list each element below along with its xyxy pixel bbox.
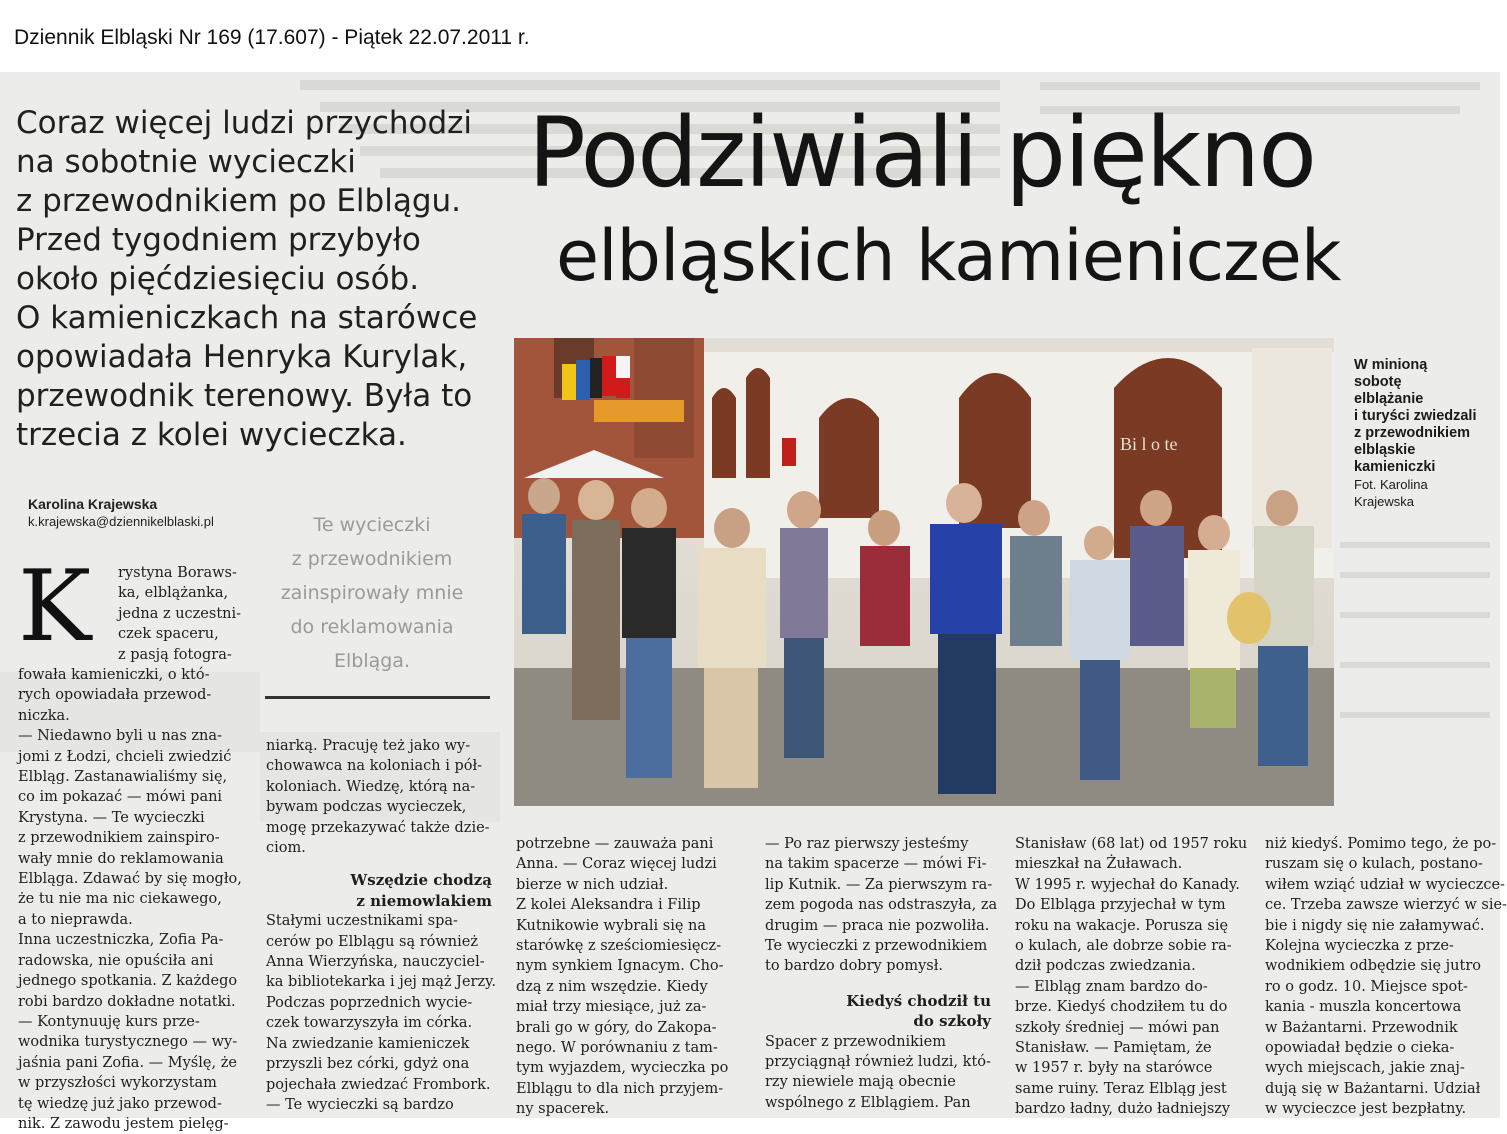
body-line: niczka. [18,707,70,724]
body-line: tę wiedzę już jako przewod- [18,1095,222,1112]
body-line: z przewodnikiem zainspiro- [18,830,220,847]
body-line: ce. Trzeba zawsze wierzyć w sie- [1265,897,1507,914]
body-line: w Bażantarni. Przewodnik [1265,1019,1458,1036]
body-line: ruszam się o kulach, postano- [1265,856,1483,873]
body-line: Kutnikowie wybrali się na [516,917,707,934]
caption-line: elbląskie [1354,442,1416,458]
body-line: pojechała zwiedzać Frombork. [266,1076,491,1093]
body-line: ciom. [266,840,306,857]
body-line: czek towarzyszyła im córka. [266,1015,473,1032]
pull-quote-line: Te wycieczki [313,514,431,536]
body-line: same ruiny. Teraz Elbląg jest [1015,1080,1227,1097]
caption-line: i turyści zwiedzali [1354,408,1477,424]
pull-quote [272,508,472,678]
pull-quote-line: z przewodnikiem [291,548,453,570]
body-line: Na zwiedzanie kamieniczek [266,1035,470,1052]
body-line: przyciągnął również ludzi, któ- [765,1054,991,1071]
body-line: zem pogoda nas odstraszyła, za [765,897,998,914]
body-line: Stanisław (68 lat) od 1957 roku [1015,836,1248,852]
lead-line: Przed tygodniem przybyło [16,222,421,258]
body-line: ka, elblążanka, [118,585,229,602]
body-line: dują się w Bażantarni. Udział [1265,1080,1481,1097]
body-line: tym wyjazdem, wycieczka po [516,1060,729,1077]
newspaper-page [0,72,1507,1132]
lead-line: O kamieniczkach na starówce [16,300,478,336]
body-line: Inna uczestniczka, Zofia Pa- [18,932,224,949]
body-line: — Te wycieczki są bardzo [266,1096,454,1113]
subheading: Wszędzie chodzą [350,871,492,890]
body-line: na takim spacerze — mówi Fi- [765,856,987,873]
drop-cap: K [18,550,92,664]
body-line: ny spacerek. [516,1101,610,1118]
body-line: radowska, nie opuściła ani [18,952,214,969]
body-line: o kulach, ale dobrze sobie ra- [1015,938,1232,955]
body-column-2 [266,736,496,1115]
body-line: bardzo ładny, dużo ładniejszy [1015,1101,1231,1118]
body-line: bierze w nich udział. [516,876,669,893]
body-line: roku na wakacje. Porusza się [1015,917,1229,934]
lead-line: na sobotnie wycieczki [16,144,356,180]
body-line: Spacer z przewodnikiem [765,1033,946,1050]
body-line: — Kontynuuję kurs prze- [18,1013,200,1030]
body-line: wały mnie do reklamowania [18,850,224,867]
body-line: miał trzy miesiące, już za- [516,999,707,1016]
body-line: Te wycieczki z przewodnikiem [765,938,988,955]
source-header [0,0,1500,72]
body-line: ka bibliotekarka i jej mąż Jerzy. [266,974,496,991]
body-line: starówkę z sześciomiesięcz- [516,938,722,955]
body-column-6 [1265,834,1507,1120]
body-line: — Niedawno byli u nas zna- [18,728,222,745]
body-column-3 [516,834,728,1120]
body-line: brze. Kiedyś chodziłem tu do [1015,999,1228,1016]
body-line: Elbląg. Zastanawialiśmy się, [18,769,228,786]
photo-credit-line: Fot. Karolina [1354,477,1428,492]
body-line: rych opowiadała przewod- [18,687,212,704]
body-line: w przyszłości wykorzystam [18,1075,217,1092]
body-line: rzy niewiele mają obecnie [765,1074,956,1091]
body-line: szkoły średniej — mówi pan [1015,1019,1220,1036]
body-line: niarką. Pracuję też jako wy- [266,738,471,754]
byline-author: Karolina Krajewska [28,496,158,512]
pull-quote-line: do reklamowania [290,616,454,638]
body-line: W 1995 r. wyjechał do Kanady. [1015,876,1240,893]
body-line: nym synkiem Ignacym. Cho- [516,958,724,975]
lead-line: trzecia z kolei wycieczka. [16,417,407,453]
lead-line: Coraz więcej ludzi przychodzi [16,105,473,141]
source-line: Dziennik Elbląski Nr 169 (17.607) - Piątek 22.07.2011 r. [14,26,530,49]
body-line: ro o godz. 10. Miejsce spot- [1265,978,1468,995]
body-line: Anna. — Coraz więcej ludzi [516,856,717,873]
body-line: Krystyna. — Te wycieczki [18,809,205,826]
body-line: Elblągu to dla nich przyjem- [516,1080,724,1097]
body-line: mieszkał na Żuławach. [1015,856,1183,873]
body-line: mogę przekazywać także dzie- [266,819,490,836]
body-line: koloniach. Wiedzę, którą na- [266,778,476,795]
lead-line: około pięćdziesięciu osób. [16,261,420,297]
pull-quote-line: Elbląga. [333,650,410,672]
lead-line: przewodnik terenowy. Była to [16,378,473,414]
subheading: z niemowlakiem [356,891,492,910]
body-line: cerów po Elblągu są również [266,933,478,950]
body-line: Kolejna wycieczka z prze- [1265,938,1454,955]
body-line: potrzebne — zauważa pani [516,836,714,852]
subheading: do szkoły [913,1012,991,1031]
body-line: czek spaceru, [118,626,219,643]
body-column-5 [1015,834,1247,1120]
body-line: w 1957 r. były na starówce [1015,1060,1213,1077]
body-line: drugim — praca nie pozwoliła. [765,917,990,934]
body-line: Podczas poprzednich wycie- [266,994,473,1011]
lead-paragraph [16,104,486,455]
lead-line: opowiadała Henryka Kurylak, [16,339,468,375]
body-line: wodnikiem odbędzie się jutro [1265,958,1481,975]
body-line: Z kolei Aleksandra i Filip [516,897,701,914]
body-line: niż kiedyś. Pomimo tego, że po- [1265,836,1497,852]
body-line: że tu nie ma nic ciekawego, [18,891,222,908]
body-line: fowała kamieniczki, o któ- [18,667,210,683]
body-line: wiłem wziąć udział w wycieczce- [1265,876,1505,893]
body-line: chowawca na koloniach i pół- [266,758,483,775]
body-line: wodnika turystycznego — wy- [18,1034,238,1051]
body-line: nik. Z zawodu jestem pielęg- [18,1115,229,1132]
subheading: Kiedyś chodził tu [846,991,991,1010]
tour-group-photo-illustration [514,338,1334,806]
body-line: kania - muszla koncertowa [1265,999,1462,1016]
body-line: — Po raz pierwszy jesteśmy [765,836,969,852]
body-line: Do Elbląga przyjechał w tym [1015,897,1226,914]
body-line: Stanisław. — Pamiętam, że [1015,1040,1212,1057]
headline-line-1: Podziwiali piękno [528,97,1315,209]
body-line: dził podczas zwiedzania. [1015,958,1196,975]
caption-line: elblążanie [1354,391,1424,407]
headline-line-2: elbląskich kamieniczek [556,215,1341,297]
body-line: opowiadał będzie o cieka- [1265,1040,1455,1057]
caption-line: sobotę [1354,374,1402,390]
body-line: jednego spotkania. Z każdego [18,973,238,990]
body-line: Elbląga. Zdawać by się mogło, [18,871,242,888]
body-line: wspólnego z Elblągiem. Pan [765,1094,971,1111]
lead-line: z przewodnikiem po Elblągu. [16,183,462,219]
body-line: lip Kutnik. — Za pierwszym ra- [765,876,993,893]
body-line: dzą z nim wszędzie. Kiedy [516,978,708,995]
library-sign: Bi l o te [1120,434,1178,454]
body-column-1 [18,665,242,1134]
pull-quote-rule [265,696,490,699]
caption-line: kamieniczki [1354,459,1436,475]
body-column-4 [765,834,998,1113]
body-line: Stałymi uczestnikami spa- [266,913,458,930]
body-line: jaśnia pani Zofia. — Myślę, że [18,1054,237,1071]
body-line: bywam podczas wycieczek, [266,799,467,816]
body-line: nego. W porównaniu z tam- [516,1040,718,1057]
byline-email[interactable]: k.krajewska@dziennikelblaski.pl [28,514,214,529]
body-line: robi bardzo dokładne notatki. [18,993,236,1010]
body-line: wych miejscach, jakie znaj- [1265,1060,1465,1077]
body-line: w wycieczce jest bezpłatny. [1265,1101,1467,1118]
photo-credit-line: Krajewska [1354,494,1414,509]
caption-line: z przewodnikiem [1354,425,1471,441]
body-line: — Elbląg znam bardzo do- [1015,978,1208,995]
body-line: Anna Wierzyńska, nauczyciel- [266,954,485,971]
body-line: jomi z Łodzi, chcieli zwiedzić [18,748,232,765]
body-line: co im pokazać — mówi pani [18,789,223,806]
body-line: to bardzo dobry pomysł. [765,958,944,975]
body-line: jedna z uczestni- [118,605,242,622]
article-photo [514,338,1334,806]
body-line: brali go w góry, do Zakopa- [516,1019,717,1036]
body-column-1-intro [118,563,241,665]
body-line: przyszli bez córki, gdyż ona [266,1056,470,1073]
photo-caption [1354,357,1477,510]
body-line: bie i nigdy się nie załamywać. [1265,917,1485,934]
body-line: a to nieprawda. [18,911,133,928]
pull-quote-line: zainspirowały mnie [280,582,464,604]
body-line: rystyna Boraws- [118,565,237,581]
body-line: z pasją fotogra- [118,646,232,663]
caption-line: W minioną [1354,357,1428,373]
